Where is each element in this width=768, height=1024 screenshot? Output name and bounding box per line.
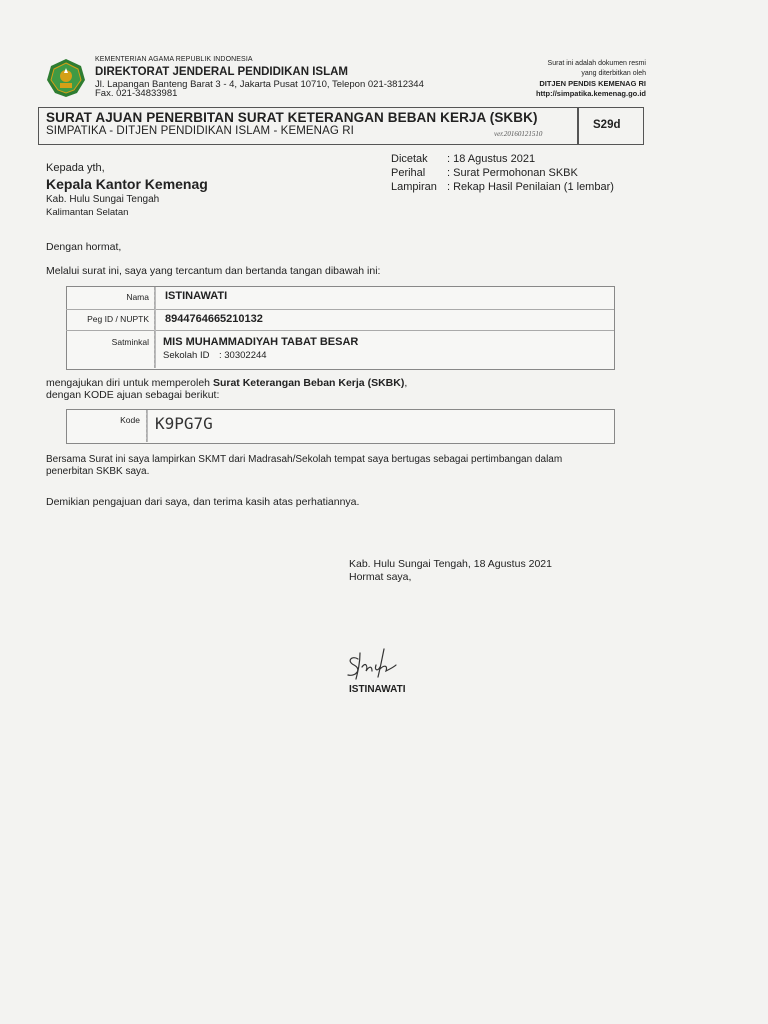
document-subtitle: SIMPATIKA - DITJEN PENDIDIKAN ISLAM - KEMENAG RI [46, 125, 354, 137]
attachment-statement: Bersama Surat ini saya lampirkan SKMT dari Madrasah/Sekolah tempat saya bertugas sebagai pertimbangan dalam [46, 454, 563, 465]
code-intro-text: dengan KODE ajuan sebagai berikut: [46, 389, 220, 401]
directorate-name: DIREKTORAT JENDERAL PENDIDIKAN ISLAM [95, 66, 349, 78]
greeting: Dengan hormat, [46, 241, 122, 253]
request-text-suffix: , [404, 377, 408, 389]
signer-name: ISTINAWATI [349, 684, 406, 695]
printed-label: Dicetak [391, 153, 428, 165]
ministry-name: KEMENTERIAN AGAMA REPUBLIK INDONESIA [95, 56, 253, 63]
school-name: MIS MUHAMMADIYAH TABAT BESAR [163, 336, 359, 348]
request-text [46, 377, 407, 389]
handwritten-signature [342, 645, 402, 685]
version-label: ver.20160121510 [494, 130, 543, 138]
kode-label: Kode [120, 415, 140, 425]
official-notice-line: Surat ini adalah dokumen resmi [547, 60, 646, 67]
satminkal-label: Satminkal [111, 337, 149, 347]
attachment-label: Lampiran [391, 181, 437, 193]
kode-box [66, 409, 615, 444]
table-divider [66, 330, 614, 331]
table-column-divider [154, 287, 156, 368]
document-title: SURAT AJUAN PENERBITAN SURAT KETERANGAN BEBAN KERJA (SKBK) [46, 110, 538, 125]
subject-value: : Surat Permohonan SKBK [447, 167, 578, 179]
request-text-prefix: mengajukan diri untuk memperoleh [46, 377, 213, 389]
table-divider [66, 309, 614, 310]
name-label: Nama [126, 292, 149, 302]
skbk-emphasis: Surat Keterangan Beban Kerja (SKBK) [212, 377, 405, 389]
fax-line: Fax. 021-34833981 [95, 88, 178, 99]
kode-value: K9PG7G [155, 414, 213, 433]
issuer-url: http://simpatika.kemenag.go.id [535, 89, 646, 98]
kemenag-logo [46, 58, 86, 98]
peg-id-value: 8944764665210132 [165, 313, 263, 325]
attachment-statement-cont: penerbitan SKBK saya. [46, 466, 150, 477]
school-id-label: Sekolah ID [163, 350, 210, 361]
recipient-district: Kab. Hulu Sungai Tengah [46, 194, 160, 205]
document-code: S29d [593, 119, 621, 131]
address-line: Jl. Lapangan Banteng Barat 3 - 4, Jakarta Pusat 10710, Telepon 021-3812344 [95, 79, 424, 90]
kode-column-divider [146, 410, 148, 442]
name-value: ISTINAWATI [165, 290, 228, 302]
intro-text: Melalui surat ini, saya yang tercantum dan bertanda tangan dibawah ini: [46, 265, 381, 277]
closing-text: Demikian pengajuan dari saya, dan terima kasih atas perhatiannya. [46, 496, 360, 508]
school-id-value: : 30302244 [219, 350, 267, 361]
recipient-name: Kepala Kantor Kemenag [46, 176, 208, 192]
printed-value: : 18 Agustus 2021 [447, 153, 536, 165]
issuer-name: DITJEN PENDIS KEMENAG RI [539, 79, 646, 88]
attachment-value: : Rekap Hasil Penilaian (1 lembar) [447, 181, 614, 193]
recipient-province: Kalimantan Selatan [46, 207, 129, 218]
regards: Hormat saya, [349, 571, 412, 583]
peg-id-label: Peg ID / NUPTK [87, 314, 149, 324]
recipient-salutation: Kepada yth, [46, 162, 105, 174]
place-date: Kab. Hulu Sungai Tengah, 18 Agustus 2021 [349, 558, 552, 570]
title-divider [577, 107, 579, 145]
subject-label: Perihal [391, 167, 426, 179]
official-notice-line: yang diterbitkan oleh [581, 70, 646, 77]
